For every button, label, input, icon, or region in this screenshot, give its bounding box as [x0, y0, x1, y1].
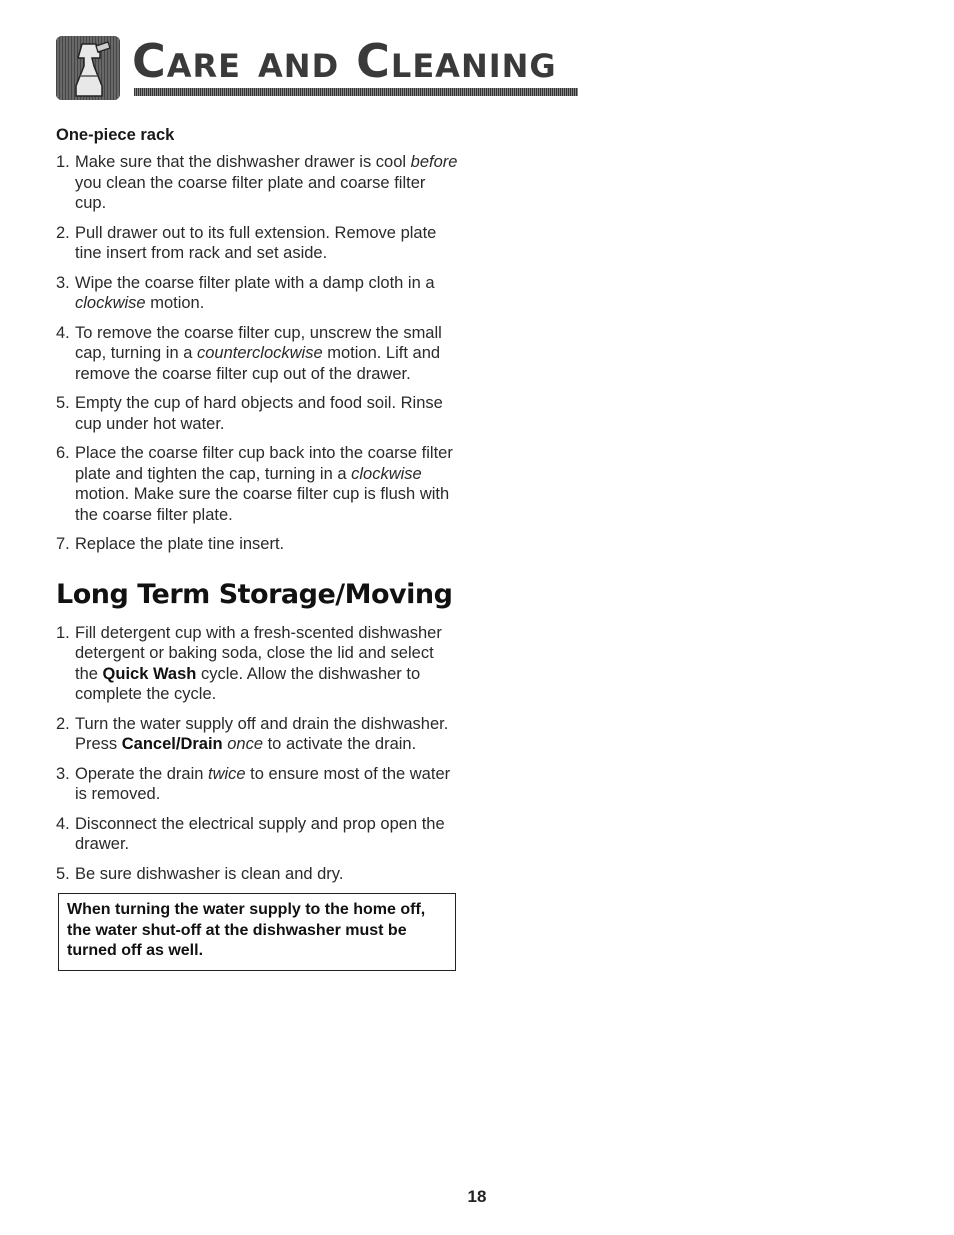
- list-item: 4. Disconnect the electrical supply and prop open the drawer.: [56, 814, 445, 853]
- cleaning-spray-icon: [56, 36, 120, 100]
- list-item: 5. Empty the cup of hard objects and food soil. Rinse cup under hot water.: [56, 394, 443, 433]
- rack-heading: One-piece rack: [56, 126, 175, 144]
- list-item: 1. Fill detergent cup with a fresh-scented dishwasher detergent or baking soda, close the lid and select the Quick Wash cycle. Allow the dishwasher to complete the cycle.: [56, 623, 442, 703]
- list-item: 2. Turn the water supply off and drain the dishwasher. Press Cancel/Drain once to activate the drain.: [56, 714, 449, 753]
- list-item: 2. Pull drawer out to its full extension. Remove plate tine insert from rack and set aside.: [56, 223, 437, 262]
- main-content: [56, 126, 460, 971]
- list-item: 3. Wipe the coarse filter plate with a damp cloth in a clockwise motion.: [56, 273, 435, 312]
- list-item: 6. Place the coarse filter cup back into the coarse filter plate and tighten the cap, turning in a clockwise motion. Make sure the coarse filter cup is flush with the coarse filter plate.: [56, 444, 453, 524]
- list-item: 1. Make sure that the dishwasher drawer is cool before you clean the coarse filter plate and coarse filter cup.: [56, 153, 458, 212]
- page-title: Care and Cleaning: [132, 34, 557, 88]
- list-item: 5. Be sure dishwasher is clean and dry.: [56, 864, 344, 883]
- list-item: 7. Replace the plate tine insert.: [56, 535, 285, 553]
- storage-section-title: Long Term Storage/Moving: [56, 578, 453, 610]
- page-header: [56, 30, 580, 102]
- rack-steps: [56, 152, 460, 555]
- page-number: 18: [467, 1187, 487, 1206]
- storage-steps: [56, 623, 460, 885]
- list-item: 3. Operate the drain twice to ensure most of the water is removed.: [56, 764, 451, 803]
- list-item: 4. To remove the coarse filter cup, unscrew the small cap, turning in a counterclockwise motion. Lift and remove the coarse filter cup out of the drawer.: [56, 323, 442, 383]
- warning-notice: When turning the water supply to the home off, the water shut-off at the dishwasher must be turned off as well.: [58, 893, 456, 971]
- title-underline: [134, 88, 578, 96]
